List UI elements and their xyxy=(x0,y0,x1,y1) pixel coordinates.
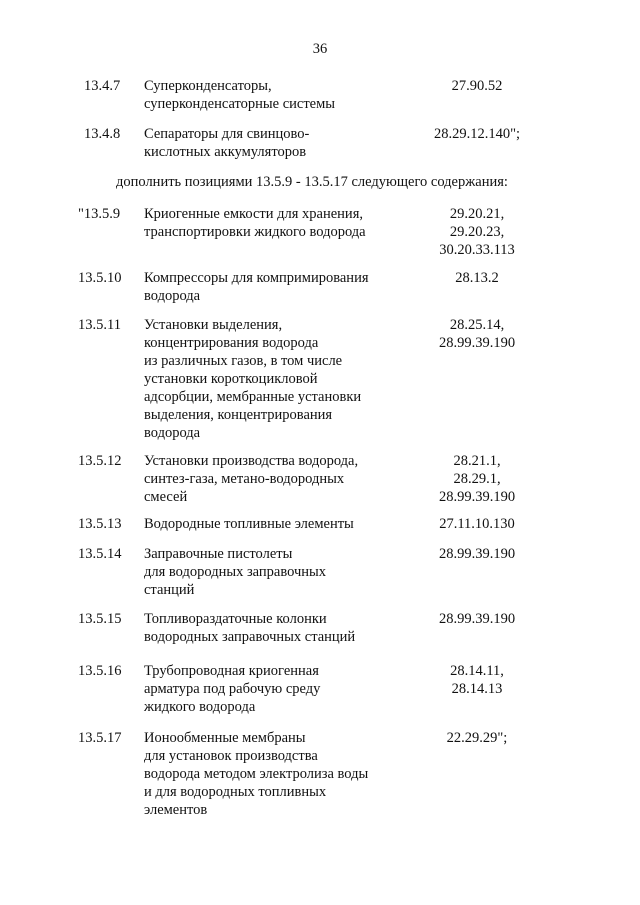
item-codes xyxy=(400,125,554,143)
item-description-line: суперконденсаторные системы xyxy=(144,96,336,112)
item-code: 28.99.39.190 xyxy=(438,489,516,505)
intro-paragraph: дополнить позициями 13.5.9 - 13.5.17 следующего содержания: xyxy=(116,174,508,190)
item-description-line: арматура под рабочую среду xyxy=(144,681,321,697)
item-codes xyxy=(400,269,554,287)
item-description xyxy=(144,545,404,599)
item-description xyxy=(144,452,404,506)
item-description-line: Сепараторы для свинцово- xyxy=(144,126,310,142)
item-code: 28.14.13 xyxy=(451,681,503,697)
item-code: 29.20.21, xyxy=(449,206,505,222)
item-description-line: станций xyxy=(144,582,195,598)
item-number: 13.5.13 xyxy=(78,516,122,532)
item-number: "13.5.9 xyxy=(78,206,121,222)
item-description xyxy=(144,662,404,716)
item-code: 27.90.52 xyxy=(451,78,503,94)
item-description-line: жидкого водорода xyxy=(144,699,256,715)
item-description-line: адсорбции, мембранные установки xyxy=(144,389,362,405)
item-description-line: Установки производства водорода, xyxy=(144,453,359,469)
item-number: 13.5.14 xyxy=(78,546,122,562)
item-code: 22.29.29"; xyxy=(446,730,508,746)
item-description xyxy=(144,125,404,161)
item-codes xyxy=(400,205,554,259)
item-description-line: Криогенные емкости для хранения, xyxy=(144,206,363,222)
item-description-line: Заправочные пистолеты xyxy=(144,546,293,562)
item-description-line: Трубопроводная криогенная xyxy=(144,663,319,679)
item-description-line: Топливораздаточные колонки xyxy=(144,611,327,627)
item-description-line: и для водородных топливных xyxy=(144,784,327,800)
item-code: 28.29.1, xyxy=(453,471,501,487)
item-description-line: Ионообменные мембраны xyxy=(144,730,306,746)
item-description-line: для установок производства xyxy=(144,748,318,764)
item-description-line: транспортировки жидкого водорода xyxy=(144,224,366,240)
item-description-line: Установки выделения, xyxy=(144,317,283,333)
item-codes xyxy=(400,662,554,698)
item-code: 29.20.23, xyxy=(449,224,505,240)
item-number: 13.5.11 xyxy=(78,317,121,333)
item-description xyxy=(144,77,404,113)
item-description-line: элементов xyxy=(144,802,208,818)
item-code: 28.99.39.190 xyxy=(438,335,516,351)
item-code: 28.14.11, xyxy=(450,663,504,679)
item-description-line: Компрессоры для компримирования xyxy=(144,270,369,286)
item-description-line: смесей xyxy=(144,489,188,505)
item-number: 13.5.12 xyxy=(78,453,122,469)
item-code: 27.11.10.130 xyxy=(439,516,515,532)
page-number: 36 xyxy=(312,41,328,57)
item-number: 13.4.7 xyxy=(84,78,121,94)
item-codes xyxy=(400,545,554,563)
item-codes xyxy=(400,729,554,747)
item-description xyxy=(144,316,404,442)
item-number: 13.5.15 xyxy=(78,611,122,627)
item-code: 28.21.1, xyxy=(453,453,501,469)
item-code: 28.25.14, xyxy=(449,317,505,333)
item-description xyxy=(144,205,404,241)
item-description-line: из различных газов, в том числе xyxy=(144,353,343,369)
item-codes xyxy=(400,452,554,506)
item-description-line: концентрирования водорода xyxy=(144,335,319,351)
item-description-line: для водородных заправочных xyxy=(144,564,327,580)
item-description-line: водорода методом электролиза воды xyxy=(144,766,369,782)
item-description-line: водорода xyxy=(144,288,201,304)
item-description-line: водородных заправочных станций xyxy=(144,629,356,645)
item-description xyxy=(144,729,404,819)
item-number: 13.5.17 xyxy=(78,730,122,746)
item-code: 28.29.12.140"; xyxy=(433,126,521,142)
item-description-line: синтез-газа, метано-водородных xyxy=(144,471,345,487)
item-description xyxy=(144,269,404,305)
item-code: 28.99.39.190 xyxy=(438,546,516,562)
item-codes xyxy=(400,610,554,628)
item-description xyxy=(144,610,404,646)
item-description-line: Суперконденсаторы, xyxy=(144,78,272,94)
item-code: 28.99.39.190 xyxy=(438,611,516,627)
item-number: 13.5.10 xyxy=(78,270,122,286)
item-description-line: кислотных аккумуляторов xyxy=(144,144,307,160)
item-codes xyxy=(400,77,554,95)
item-code: 28.13.2 xyxy=(455,270,499,286)
item-number: 13.5.16 xyxy=(78,663,122,679)
item-description xyxy=(144,515,404,533)
item-codes xyxy=(400,515,554,533)
item-number: 13.4.8 xyxy=(84,126,121,142)
item-description-line: выделения, концентрирования xyxy=(144,407,333,423)
item-codes xyxy=(400,316,554,352)
item-description-line: установки короткоцикловой xyxy=(144,371,318,387)
item-description-line: водорода xyxy=(144,425,201,441)
item-description-line: Водородные топливные элементы xyxy=(144,516,354,532)
item-code: 30.20.33.113 xyxy=(439,242,515,258)
